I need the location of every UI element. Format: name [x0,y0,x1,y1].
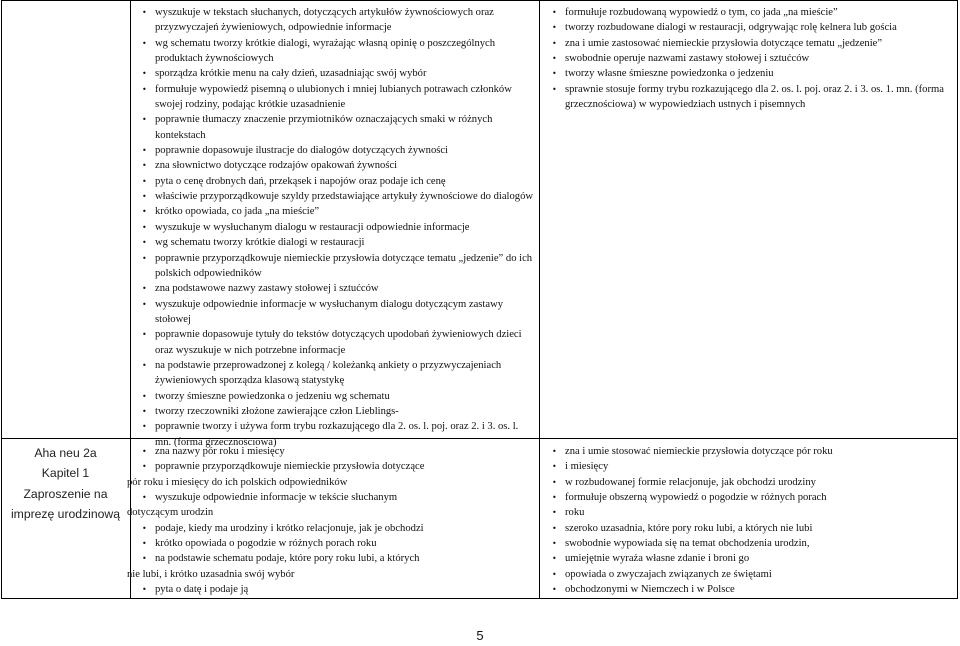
list-item: • poprawnie dopasowuje tytuły do tekstów dotyczących upodobań żywieniowych dzieci oraz wyszukuje w nich potrzebne informacje [141,327,534,358]
list-item: • w rozbudowanej formie relacjonuje, jak obchodzi urodziny [551,475,951,490]
list-item: • wyszukuje w tekstach słuchanych, dotyczących artykułów żywnościowych oraz przyzwyczajeń żywieniowych, odpowiednie informacje [141,5,534,36]
list-item-continuation: nie lubi, i krótko uzasadnia swój wybór [127,568,295,580]
list-item: • swobodnie wypowiada się na temat obchodzenia urodzin, [551,536,951,551]
list-item: • umiejętnie wyraża własne zdanie i broni go [551,551,951,566]
list-item: • tworzy rozbudowane dialogi w restauracji, odgrywając rolę kelnera lub gościa [551,20,951,35]
chapter-number: Kapitel 1 [41,466,90,481]
list-item-continuation: pór roku i miesięcy do ich polskich odpowiedników [127,476,348,488]
textbook-title: Aha neu 2a [34,446,97,460]
upper-middle-list [141,5,534,450]
list-item: • wyszukuje w wysłuchanym dialogu w restauracji odpowiednie informacje [141,220,534,235]
list-item: • sporządza krótkie menu na cały dzień, uzasadniając swój wybór [141,66,534,81]
list-item: • szeroko uzasadnia, które pory roku lubi, a których nie lubi [551,521,951,536]
list-item: • zna słownictwo dotyczące rodzajów opakowań żywności [141,158,534,173]
list-item: • poprawnie przyporządkowuje niemieckie przysłowia dotyczące [141,459,534,474]
list-item: • roku [551,505,951,520]
list-item: • opowiada o zwyczajach związanych ze świętami [551,567,951,582]
list-item: • tworzy własne śmieszne powiedzonka o jedzeniu [551,66,951,81]
list-item: • wg schematu tworzy krótkie dialogi, wyrażając własną opinię o poszczególnych produktach żywnościowych [141,36,534,67]
list-item: • formułuje obszerną wypowiedź o pogodzie w różnych porach [551,490,951,505]
list-item: • poprawnie dopasowuje ilustracje do dialogów dotyczących żywności [141,143,534,158]
list-item: • krótko opowiada o pogodzie w różnych porach roku [141,536,534,551]
list-item: • obchodzonymi w Niemczech i w Polsce [551,582,951,597]
list-item: • zna podstawowe nazwy zastawy stołowej i sztućców [141,281,534,296]
chapter-name-line1: Zaproszenie na [23,486,108,501]
list-item: • formułuje rozbudowaną wypowiedź o tym, co jada „na mieście” [551,5,951,20]
list-item: • tworzy rzeczowniki złożone zawierające człon Lieblings- [141,404,534,419]
chapter-title [2,443,129,524]
list-item: • zna i umie zastosować niemieckie przysłowia dotyczące tematu „jedzenie” [551,36,951,51]
page-number: 5 [476,628,484,643]
list-item: • poprawnie tworzy i używa form trybu rozkazującego dla 2. os. l. poj. oraz 2. i 3. os. l. mn. (forma grzecznościowa) [141,419,534,450]
lower-right-list [551,444,951,597]
list-item: • krótko opowiada, co jada „na mieście” [141,204,534,219]
list-item: • swobodnie operuje nazwami zastawy stołowej i sztućców [551,51,951,66]
list-item: • wyszukuje odpowiednie informacje w wysłuchanym dialogu dotyczącym zastawy stołowej [141,297,534,328]
list-item: • na podstawie schematu podaje, które pory roku lubi, a których [141,551,534,566]
list-item: • wyszukuje odpowiednie informacje w tekście słuchanym [141,490,534,505]
list-item: • właściwie przyporządkowuje szyldy przedstawiające artykuły żywnościowe do dialogów [141,189,534,204]
list-item: • i miesięcy [551,459,951,474]
column-divider [539,1,540,598]
list-item: • sprawnie stosuje formy trybu rozkazującego dla 2. os. l. poj. oraz 2. i 3. os. 1. mn. (forma grzecznościowa) w wypowiedziach ustnych i pisemnych [551,82,951,113]
lower-middle-list [127,444,534,597]
list-item-continuation: dotyczącym urodzin [127,507,214,519]
list-item: • poprawnie tłumaczy znaczenie przymiotników oznaczających smaki w różnych kontekstach [141,112,534,143]
list-item: • na podstawie przeprowadzonej z kolegą / koleżanką ankiety o przyzwyczajeniach żywieniowych sporządza klasową statystykę [141,358,534,389]
list-item: • formułuje wypowiedź pisemną o ulubionych i mniej lubianych potrawach członków swojej rodziny, podając krótkie uzasadnienie [141,82,534,113]
upper-right-list [551,5,951,112]
chapter-name-line2: imprezę urodzinową [10,506,121,521]
list-item: • pyta o cenę drobnych dań, przekąsek i napojów oraz podaje ich cenę [141,174,534,189]
list-item: • podaje, kiedy ma urodziny i krótko relacjonuje, jak je obchodzi [141,521,534,536]
list-item: • poprawnie przyporządkowuje niemieckie przysłowia dotyczące tematu „jedzenie” do ich polskich odpowiedników [141,251,534,282]
list-item: • tworzy śmieszne powiedzonka o jedzeniu wg schematu [141,389,534,404]
list-item: • pyta o datę i podaje ją [141,582,534,597]
list-item: • zna i umie stosować niemieckie przysłowia dotyczące pór roku [551,444,951,459]
list-item: • zna nazwy pór roku i miesięcy [141,444,534,459]
list-item: • wg schematu tworzy krótkie dialogi w restauracji [141,235,534,250]
